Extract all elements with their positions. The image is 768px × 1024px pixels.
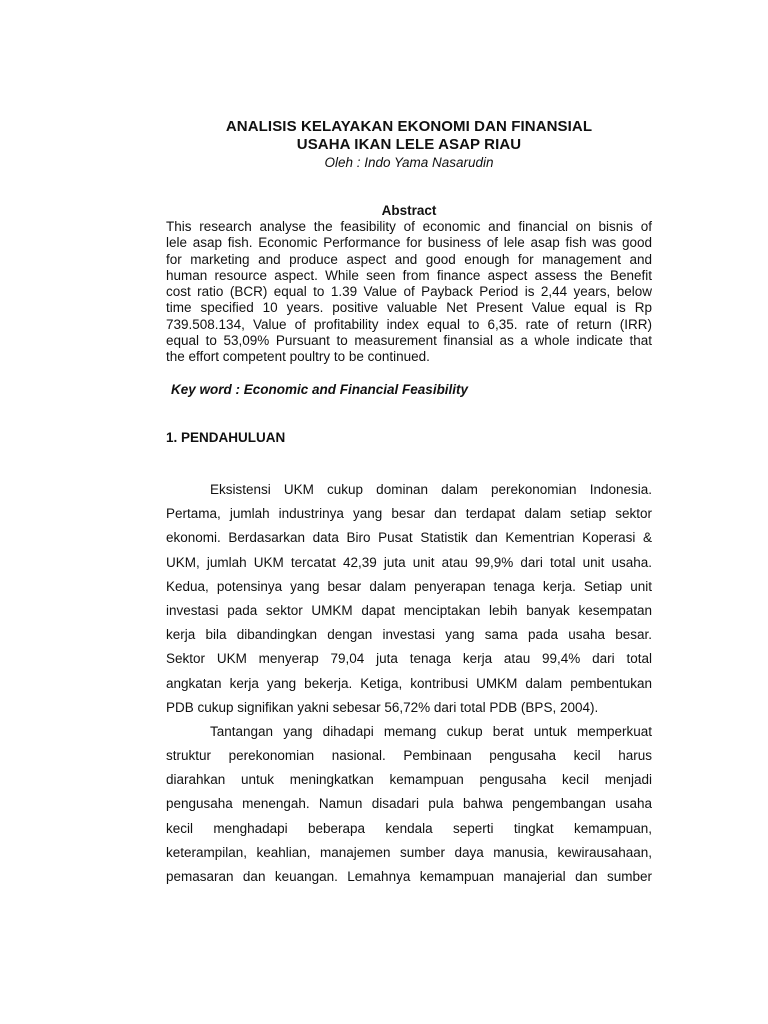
author-line: Oleh : Indo Yama Nasarudin	[324, 155, 494, 170]
body-line: diarahkan untuk meningkatkan kemampuan pengusaha kecil menjadi	[166, 772, 652, 788]
abstract-line: time specified 10 years. positive valuable Net Present Value equal is Rp	[166, 300, 652, 316]
body-line: PDB cukup signifikan yakni sebesar 56,72% dari total PDB (BPS, 2004).	[166, 699, 599, 715]
abstract-line: for marketing and produce aspect and good enough for management and	[166, 251, 652, 267]
body-line: pemasaran dan keuangan. Lemahnya kemampuan manajerial dan sumber	[166, 869, 652, 884]
abstract-line: lele asap fish. Economic Performance for business of lele asap fish was good	[166, 235, 652, 251]
body-line: Kedua, potensinya yang besar dalam penyerapan tenaga kerja. Setiap unit	[166, 578, 652, 594]
body-line: struktur perekonomian nasional. Pembinaan pengusaha kecil harus	[166, 748, 652, 764]
abstract-line: equal to 53,09% Pursuant to measurement finansial as a whole indicate that	[166, 333, 652, 349]
body-line: pengusaha menengah. Namun disadari pula bahwa pengembangan usaha	[166, 796, 652, 812]
body-line: ekonomi. Berdasarkan data Biro Pusat Statistik dan Kementrian Koperasi &	[166, 530, 652, 546]
body-line: keterampilan, keahlian, manajemen sumber daya manusia, kewirausahaan,	[166, 844, 652, 860]
keyword-line: Key word : Economic and Financial Feasibility	[171, 382, 469, 397]
abstract-line: 739.508.134, Value of profitability index equal to 6,35. rate of return (IRR)	[166, 316, 652, 332]
title-block	[166, 118, 652, 171]
body-line: Eksistensi UKM cukup dominan dalam perekonomian Indonesia.	[210, 482, 652, 497]
body-line: Pertama, jumlah industrinya yang besar dan terdapat dalam setiap sektor	[166, 506, 652, 522]
abstract-heading: Abstract	[381, 203, 437, 218]
body-line: UKM, jumlah UKM tercatat 42,39 juta unit atau 99,9% dari total unit usaha.	[166, 554, 652, 570]
body-line: Tantangan yang dihadapi memang cukup berat untuk memperkuat	[210, 723, 652, 739]
body-line: investasi pada sektor UMKM dapat menciptakan lebih banyak kesempatan	[166, 602, 652, 618]
paper-title-line-2: USAHA IKAN LELE ASAP RIAU	[296, 136, 522, 153]
body-line: Sektor UKM menyerap 79,04 juta tenaga kerja atau 99,4% dari total	[166, 651, 652, 667]
paper-title-line-1: ANALISIS KELAYAKAN EKONOMI DAN FINANSIAL	[225, 118, 593, 135]
section-heading: 1. PENDAHULUAN	[166, 430, 286, 445]
abstract-line: the effort competent poultry to be continued.	[166, 349, 430, 365]
abstract-line: cost ratio (BCR) equal to 1.39 Value of Payback Period is 2,44 years, below	[166, 284, 652, 300]
abstract-line: human resource aspect. While seen from finance aspect assess the Benefit	[166, 267, 652, 283]
section-body	[166, 478, 652, 889]
abstract-body	[166, 219, 652, 366]
body-line: kecil menghadapi beberapa kendala seperti tingkat kemampuan,	[166, 820, 652, 836]
abstract-line: This research analyse the feasibility of economic and financial on bisnis of	[166, 219, 652, 234]
body-line: angkatan kerja yang bekerja. Ketiga, kontribusi UMKM dalam pembentukan	[166, 675, 652, 691]
body-line: kerja bila dibandingkan dengan investasi yang sama pada usaha besar.	[166, 627, 652, 643]
